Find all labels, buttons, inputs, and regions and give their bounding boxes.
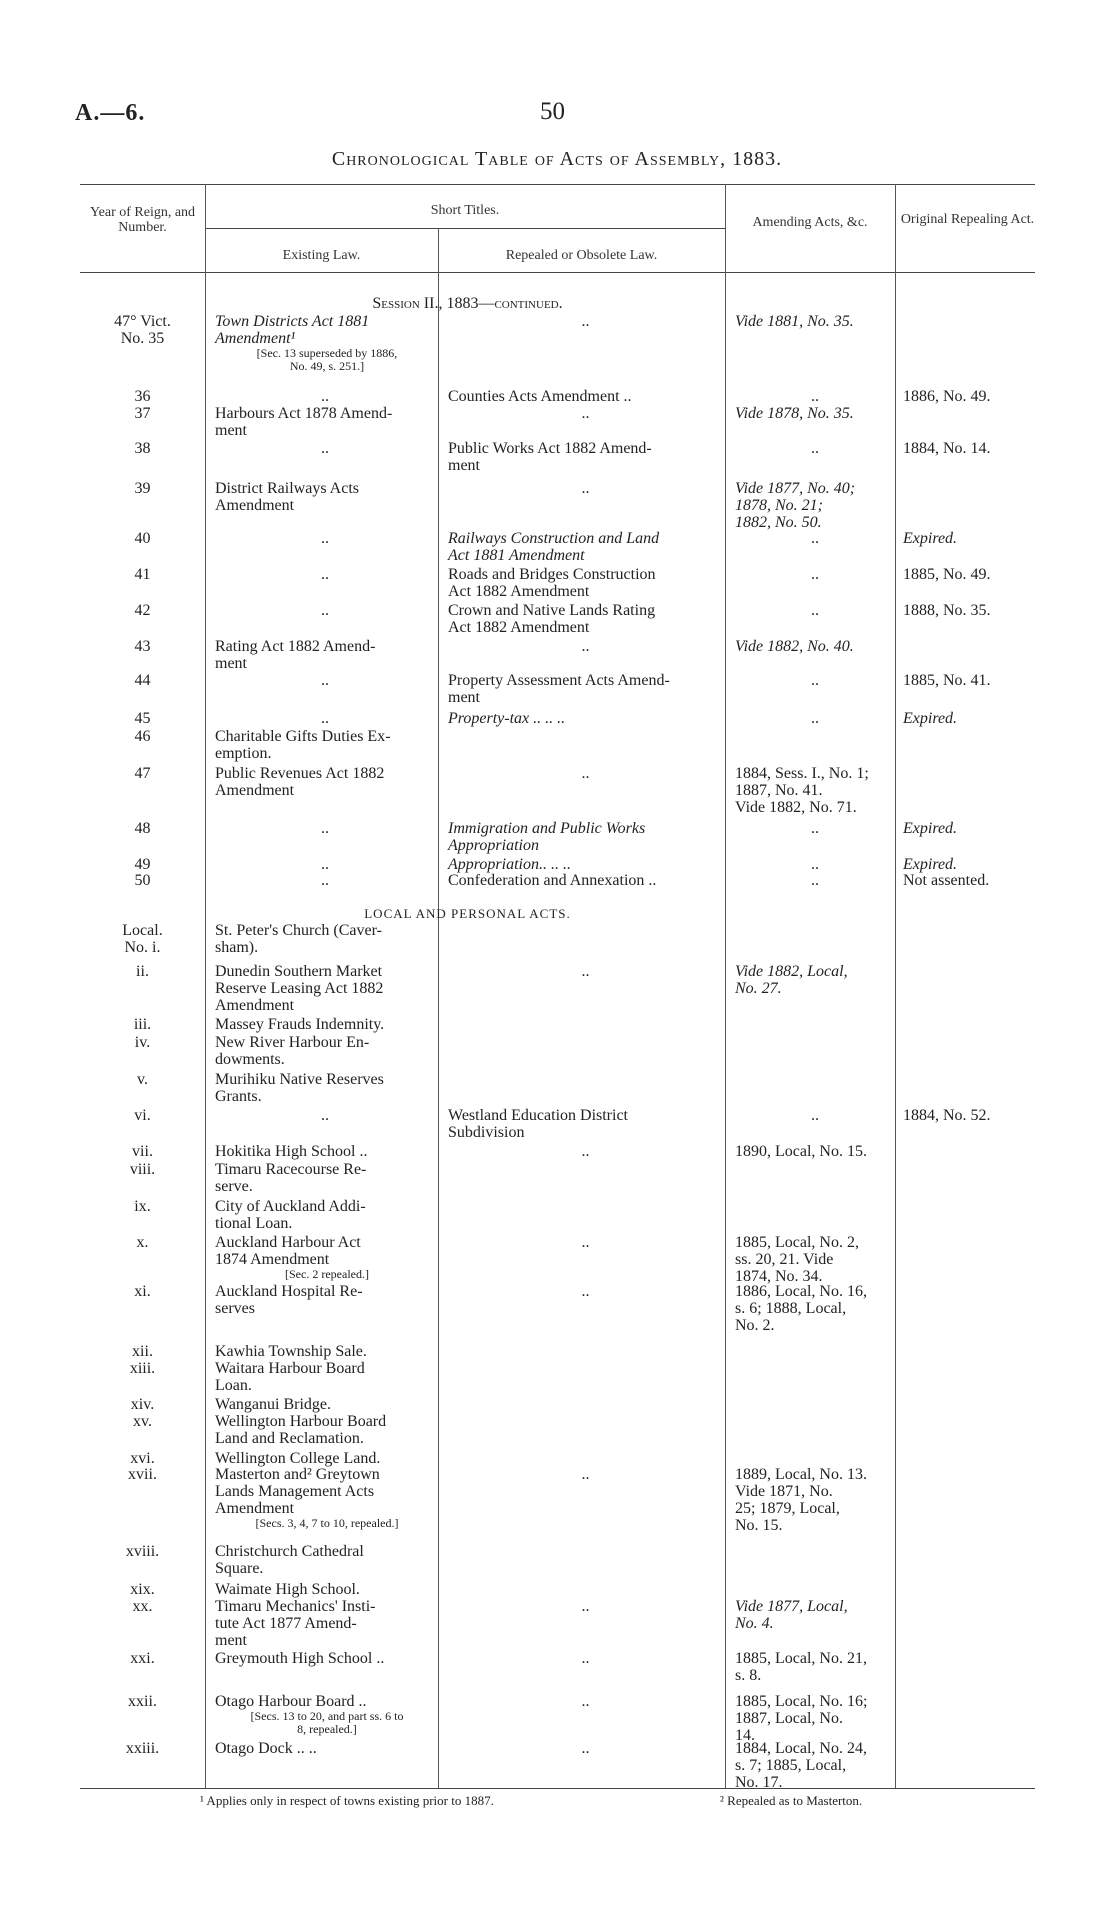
local-row-existing-law: Murihiku Native Reserves Grants. bbox=[215, 1071, 384, 1105]
row-year-number: 47 bbox=[134, 765, 151, 782]
local-row-existing-law: Kawhia Township Sale. bbox=[215, 1343, 367, 1360]
row-existing-law: .. bbox=[321, 440, 329, 457]
short-titles-rule bbox=[205, 228, 725, 229]
local-row-original-repealing-act: 1884, No. 52. bbox=[903, 1107, 991, 1124]
row-original-repealing-act: 1885, No. 49. bbox=[903, 566, 991, 583]
local-row-existing-law: Timaru Racecourse Re- serve. bbox=[215, 1161, 367, 1195]
local-row-existing-law: Timaru Mechanics' Insti- tute Act 1877 Amend- ment bbox=[215, 1598, 376, 1649]
local-row-existing-law: Wellington Harbour Board Land and Reclamation. bbox=[215, 1413, 387, 1447]
row-original-repealing-act: 1885, No. 41. bbox=[903, 672, 991, 689]
row-repealed-law: Counties Acts Amendment .. bbox=[448, 388, 632, 405]
local-row-year-number: xvi. bbox=[130, 1450, 155, 1467]
row-amending-acts: .. bbox=[811, 820, 819, 837]
col-header-existing: Existing Law. bbox=[282, 248, 361, 263]
local-row-existing-law: Wellington College Land. bbox=[215, 1450, 381, 1467]
column-rule-2 bbox=[438, 228, 439, 1788]
row-repealed-law: Immigration and Public Works Appropriation bbox=[448, 820, 646, 854]
row-existing-law: District Railways Acts Amendment bbox=[215, 480, 359, 514]
row-existing-law: .. bbox=[321, 710, 329, 727]
local-row-existing-note: [Sec. 2 repealed.] bbox=[285, 1267, 369, 1281]
local-row-amending-acts: Vide 1877, Local, No. 4. bbox=[735, 1598, 848, 1632]
local-row-existing-law: Dunedin Southern Market Reserve Leasing Act 1882 Amendment bbox=[215, 963, 384, 1014]
local-row-year-number: xxiii. bbox=[125, 1740, 160, 1757]
local-row-existing-law: City of Auckland Addi- tional Loan. bbox=[215, 1198, 366, 1232]
row-amending-acts: .. bbox=[811, 672, 819, 689]
document-reference: A.—6. bbox=[75, 100, 146, 126]
row-existing-law: .. bbox=[321, 530, 329, 547]
row-amending-acts: .. bbox=[811, 566, 819, 583]
local-row-repealed-law: .. bbox=[581, 1740, 590, 1757]
row-original-repealing-act: 1886, No. 49. bbox=[903, 388, 991, 405]
row-amending-acts: Vide 1882, No. 40. bbox=[735, 638, 854, 655]
session-heading: Session II., 1883—continued. bbox=[372, 295, 563, 312]
row-repealed-law: Railways Construction and Land Act 1881 Amendment bbox=[448, 530, 660, 564]
row-repealed-law: Public Works Act 1882 Amend- ment bbox=[448, 440, 652, 474]
row-year-number: 38 bbox=[134, 440, 151, 457]
local-row-year-number: x. bbox=[136, 1234, 149, 1251]
row-year-number: 37 bbox=[134, 405, 151, 422]
local-row-existing-note: [Secs. 13 to 20, and part ss. 6 to 8, repealed.] bbox=[250, 1709, 404, 1736]
column-rule-3 bbox=[725, 184, 726, 1788]
local-row-year-number: xii. bbox=[132, 1343, 153, 1360]
local-row-amending-acts: Vide 1882, Local, No. 27. bbox=[735, 963, 848, 997]
local-row-existing-law: Waimate High School. bbox=[215, 1581, 360, 1598]
row-original-repealing-act: Expired. bbox=[903, 856, 958, 873]
footnote-1: ¹ Applies only in respect of towns existing prior to 1887. bbox=[200, 1793, 494, 1808]
local-row-amending-acts: .. bbox=[811, 1107, 819, 1124]
local-row-amending-acts: 1884, Local, No. 24, s. 7; 1885, Local, No. 17. bbox=[735, 1740, 867, 1791]
footnote-2: ² Repealed as to Masterton. bbox=[720, 1793, 863, 1808]
row-amending-acts: .. bbox=[811, 710, 819, 727]
row-existing-law: .. bbox=[321, 820, 329, 837]
row-existing-law: Public Revenues Act 1882 Amendment bbox=[215, 765, 385, 799]
local-heading: LOCAL AND PERSONAL ACTS. bbox=[364, 906, 571, 921]
local-row-year-number: iv. bbox=[134, 1034, 151, 1051]
local-row-year-number: xiii. bbox=[129, 1360, 156, 1377]
local-row-year-number: xx. bbox=[132, 1598, 153, 1615]
row-year-number: 41 bbox=[134, 566, 151, 583]
row-existing-law: .. bbox=[321, 672, 329, 689]
local-row-existing-law: Auckland Harbour Act 1874 Amendment bbox=[215, 1234, 361, 1268]
row-repealed-law: .. bbox=[581, 405, 590, 422]
table-top-rule bbox=[80, 184, 1035, 185]
row-year-number: 42 bbox=[134, 602, 151, 619]
local-row-repealed-law: .. bbox=[581, 1143, 590, 1160]
local-row-repealed-law: .. bbox=[581, 1693, 590, 1710]
local-row-year-number: xvii. bbox=[128, 1466, 157, 1483]
row-repealed-law: .. bbox=[581, 313, 590, 330]
row-year-number: 45 bbox=[134, 710, 151, 727]
local-row-existing-law: Greymouth High School .. bbox=[215, 1650, 385, 1667]
row-existing-law: .. bbox=[321, 856, 329, 873]
row-amending-acts: .. bbox=[811, 440, 819, 457]
row-repealed-law: Crown and Native Lands Rating Act 1882 Amendment bbox=[448, 602, 656, 636]
col-header-repealed: Repealed or Obsolete Law. bbox=[505, 248, 658, 263]
row-repealed-law: .. bbox=[581, 765, 590, 782]
local-row-existing-law: .. bbox=[321, 1107, 329, 1124]
row-existing-law: .. bbox=[321, 566, 329, 583]
local-row-year-number: viii. bbox=[129, 1161, 156, 1178]
row-existing-law: .. bbox=[321, 872, 329, 889]
row-year-number: 36 bbox=[134, 388, 151, 405]
local-row-year-number: vii. bbox=[132, 1143, 153, 1160]
row-amending-acts: Vide 1878, No. 35. bbox=[735, 405, 854, 422]
row-year-number: 46 bbox=[134, 728, 151, 745]
local-row-year-number: xxi. bbox=[130, 1650, 155, 1667]
local-row-repealed-law: .. bbox=[581, 963, 590, 980]
row-year-number: 48 bbox=[134, 820, 151, 837]
local-row-existing-law: Hokitika High School .. bbox=[215, 1143, 368, 1160]
local-row-amending-acts: 1890, Local, No. 15. bbox=[735, 1143, 867, 1160]
local-row-existing-law: Auckland Hospital Re- serves bbox=[215, 1283, 363, 1317]
local-row-repealed-law: .. bbox=[581, 1466, 590, 1483]
local-row-existing-law: Waitara Harbour Board Loan. bbox=[215, 1360, 365, 1394]
row-repealed-law: .. bbox=[581, 480, 590, 497]
local-row-existing-law: Massey Frauds Indemnity. bbox=[215, 1016, 385, 1033]
row-repealed-law: .. bbox=[581, 638, 590, 655]
local-row-existing-law: Otago Harbour Board .. bbox=[215, 1693, 367, 1710]
row-existing-law: Rating Act 1882 Amend- ment bbox=[215, 638, 376, 672]
row-year-number: 40 bbox=[134, 530, 151, 547]
local-row-year-number: ix. bbox=[134, 1198, 151, 1215]
row-year-number: 47° Vict. No. 35 bbox=[114, 313, 171, 347]
local-row-existing-law: New River Harbour En- dowments. bbox=[215, 1034, 370, 1068]
row-existing-law: Harbours Act 1878 Amend- ment bbox=[215, 405, 393, 439]
col-header-original: Original Repealing Act. bbox=[900, 212, 1035, 227]
row-original-repealing-act: Expired. bbox=[903, 820, 958, 837]
local-row-existing-note: [Secs. 3, 4, 7 to 10, repealed.] bbox=[255, 1516, 399, 1530]
row-amending-acts: .. bbox=[811, 872, 819, 889]
local-row-year-number: xv. bbox=[133, 1413, 152, 1430]
row-amending-acts: .. bbox=[811, 856, 819, 873]
local-row-amending-acts: 1889, Local, No. 13. Vide 1871, No. 25; 1879, Local, No. 15. bbox=[735, 1466, 867, 1534]
local-row-year-number: xi. bbox=[134, 1283, 151, 1300]
local-row-year-number: v. bbox=[137, 1071, 148, 1088]
row-year-number: 44 bbox=[134, 672, 151, 689]
row-amending-acts: 1884, Sess. I., No. 1; 1887, No. 41. Vide 1882, No. 71. bbox=[735, 765, 869, 816]
header-bottom-rule bbox=[80, 272, 1035, 273]
row-existing-note: [Sec. 13 superseded by 1886, No. 49, s. 251.] bbox=[256, 346, 398, 373]
row-original-repealing-act: 1884, No. 14. bbox=[903, 440, 991, 457]
local-row-repealed-law: .. bbox=[581, 1598, 590, 1615]
row-original-repealing-act: 1888, No. 35. bbox=[903, 602, 991, 619]
row-amending-acts: .. bbox=[811, 388, 819, 405]
local-row-year-number: vi. bbox=[134, 1107, 151, 1124]
row-original-repealing-act: Expired. bbox=[903, 710, 958, 727]
row-existing-law: .. bbox=[321, 602, 329, 619]
row-amending-acts: Vide 1881, No. 35. bbox=[735, 313, 854, 330]
row-original-repealing-act: Expired. bbox=[903, 530, 958, 547]
local-row-existing-law: St. Peter's Church (Caver- sham). bbox=[215, 922, 382, 956]
row-year-number: 49 bbox=[134, 856, 151, 873]
local-row-amending-acts: 1885, Local, No. 21, s. 8. bbox=[735, 1650, 867, 1684]
local-row-amending-acts: 1885, Local, No. 2, ss. 20, 21. Vide 1874, No. 34. bbox=[735, 1234, 859, 1285]
row-repealed-law: Roads and Bridges Construction Act 1882 Amendment bbox=[448, 566, 656, 600]
row-repealed-law: Property Assessment Acts Amend- ment bbox=[448, 672, 670, 706]
page-number: 50 bbox=[540, 98, 565, 125]
local-row-existing-law: Masterton and² Greytown Lands Management Acts Amendment bbox=[215, 1466, 380, 1517]
row-amending-acts: .. bbox=[811, 530, 819, 547]
local-row-existing-law: Christchurch Cathedral Square. bbox=[215, 1543, 364, 1577]
local-row-year-number: ii. bbox=[136, 963, 149, 980]
col-header-short-titles: Short Titles. bbox=[430, 203, 500, 218]
row-existing-law: Town Districts Act 1881 Amendment¹ bbox=[215, 313, 370, 347]
local-row-repealed-law: .. bbox=[581, 1283, 590, 1300]
row-existing-law: Charitable Gifts Duties Ex- emption. bbox=[215, 728, 391, 762]
row-repealed-law: Property-tax .. .. .. bbox=[448, 710, 566, 727]
row-amending-acts: Vide 1877, No. 40; 1878, No. 21; 1882, No. 50. bbox=[735, 480, 856, 531]
local-row-year-number: xix. bbox=[130, 1581, 155, 1598]
row-existing-law: .. bbox=[321, 388, 329, 405]
column-rule-1 bbox=[205, 184, 206, 1788]
local-row-repealed-law: Westland Education District Subdivision bbox=[448, 1107, 628, 1141]
local-row-year-number: xviii. bbox=[125, 1543, 160, 1560]
row-year-number: 50 bbox=[134, 872, 151, 889]
column-rule-4 bbox=[895, 184, 896, 1788]
local-row-repealed-law: .. bbox=[581, 1234, 590, 1251]
row-repealed-law: Appropriation.. .. .. bbox=[448, 856, 571, 873]
local-row-amending-acts: 1885, Local, No. 16; 1887, Local, No. 14. bbox=[735, 1693, 868, 1744]
col-header-year: Year of Reign, and Number. bbox=[89, 205, 196, 235]
row-original-repealing-act: Not assented. bbox=[903, 872, 990, 889]
local-row-existing-law: Otago Dock .. .. bbox=[215, 1740, 317, 1757]
local-row-amending-acts: 1886, Local, No. 16, s. 6; 1888, Local, No. 2. bbox=[735, 1283, 867, 1334]
local-row-year-number: iii. bbox=[133, 1016, 152, 1033]
page-title: Chronological Table of Acts of Assembly, 1883. bbox=[331, 148, 783, 170]
local-row-existing-law: Wanganui Bridge. bbox=[215, 1396, 332, 1413]
local-row-year-number: Local. No. i. bbox=[122, 922, 163, 956]
local-row-year-number: xiv. bbox=[130, 1396, 155, 1413]
local-row-year-number: xxii. bbox=[128, 1693, 157, 1710]
row-year-number: 43 bbox=[134, 638, 151, 655]
row-repealed-law: Confederation and Annexation .. bbox=[448, 872, 657, 889]
row-year-number: 39 bbox=[134, 480, 151, 497]
local-row-repealed-law: .. bbox=[581, 1650, 590, 1667]
row-amending-acts: .. bbox=[811, 602, 819, 619]
col-header-amending: Amending Acts, &c. bbox=[752, 215, 868, 230]
